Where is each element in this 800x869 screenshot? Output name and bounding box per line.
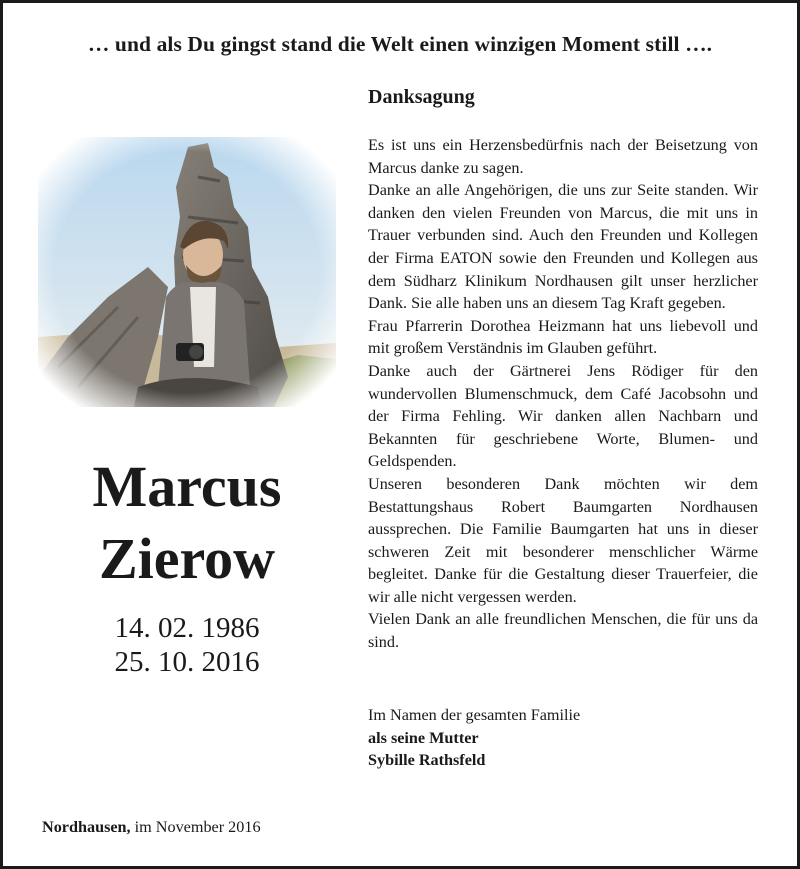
portrait-photo [38, 137, 336, 407]
page-title: Danksagung [368, 86, 475, 108]
signature-block [368, 704, 580, 772]
signature-relation: als seine Mutter [368, 728, 479, 747]
signature-intro: Im Namen der gesamten Familie [368, 706, 581, 724]
paragraph: Frau Pfarrerin Dorothea Heizmann hat uns liebevoll und mit großem Verständnis im Glauben geführt. [368, 316, 758, 358]
first-name: Marcus [92, 454, 282, 519]
place-date: im November 2016 [134, 818, 261, 836]
paragraph: Danke auch der Gärtnerei Jens Rödiger für den wundervollen Blumenschmuck, dem Café Jacobsohn und der Firma Fehling. Wir danken allen Nachbarn und Bekannten für geschriebene Worte, Blumen- und Geldspenden. [368, 361, 758, 471]
paragraph: Es ist uns ein Herzensbedürfnis nach der Beisetzung von Marcus danke zu sagen. [368, 136, 758, 177]
headline-quote: … und als Du gingst stand die Welt einen winzigen Moment still …. [87, 32, 713, 56]
paragraph: Vielen Dank an alle freundlichen Menschen, die für uns da sind. [368, 610, 758, 652]
signature-name: Sybille Rathsfeld [368, 751, 486, 770]
paragraph: Unseren besonderen Dank möchten wir dem Bestattungshaus Robert Baumgarten Nordhausen aussprechen. Die Familie Baumgarten hat uns in dieser schweren Zeit mit besonderer menschlicher Wärme begleitet. Danke für die Gestaltung dieser Trauerfeier, die wir alle nicht vergessen werden. [368, 474, 758, 606]
death-date: 25. 10. 2016 [114, 646, 260, 678]
place-city: Nordhausen, [42, 818, 131, 836]
paragraph: Danke an alle Angehörigen, die uns zur Seite standen. Wir danken den vielen Freunden von Marcus, die mit uns in Trauer verbunden sind. Auch den Freunden und Kollegen der Firma EATON sowie den Freunden und Kollegen aus dem Südharz Klinikum Nordhausen gilt unser herzlicher Dank. Sie alle haben uns an diesem Tag Kraft gegeben. [368, 181, 758, 313]
birth-date: 14. 02. 1986 [114, 612, 260, 644]
place-date-line [42, 818, 261, 837]
last-name: Zierow [98, 526, 276, 591]
thank-you-text [368, 134, 758, 654]
